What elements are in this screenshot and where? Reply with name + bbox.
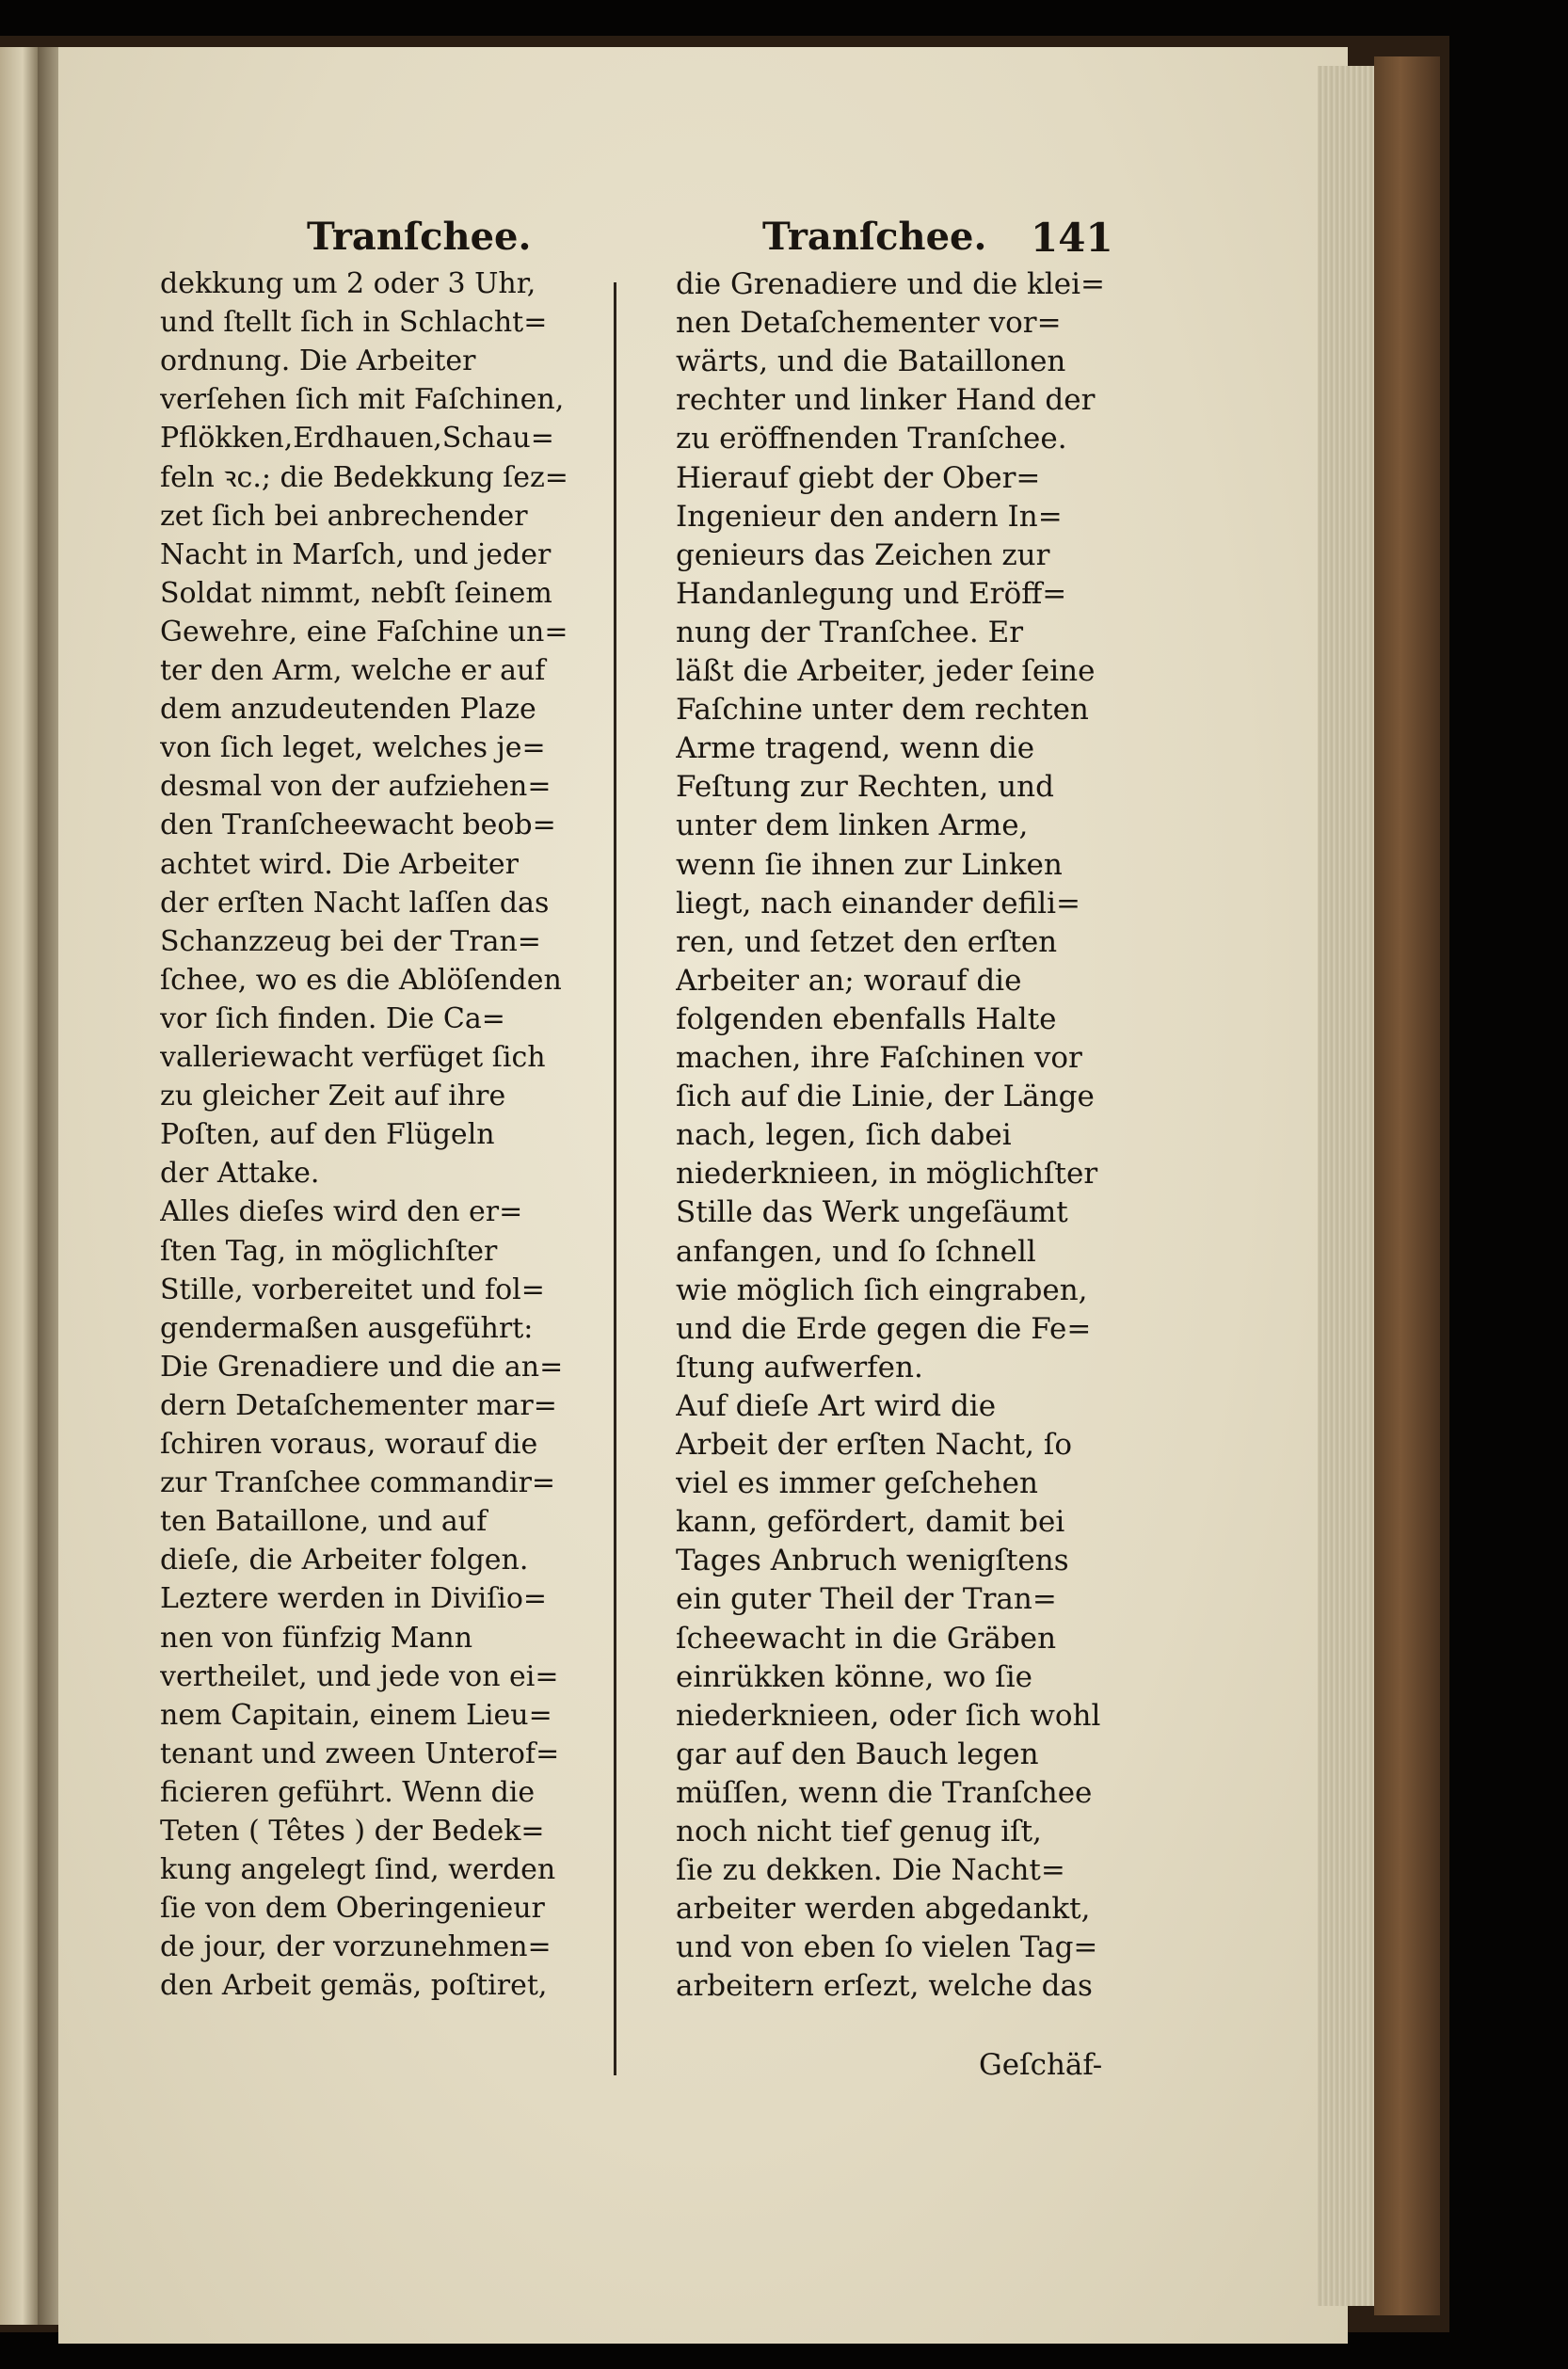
left_column-line: feln ꝛc.; die Bedekkung ſez= bbox=[160, 460, 568, 494]
right_column-line: nung der Tranſchee. Er bbox=[676, 615, 1024, 649]
left_column-line: zet ſich bei anbrechender bbox=[160, 499, 528, 533]
right_column-line: ſcheewacht in die Gräben bbox=[676, 1621, 1057, 1656]
right_column-line: Arme tragend, wenn die bbox=[676, 731, 1035, 766]
left_column-line: Nacht in Marſch, und jeder bbox=[160, 537, 552, 571]
left_column-line: der erſten Nacht laſſen das bbox=[160, 886, 550, 920]
right_column-line: machen, ihre Faſchinen vor bbox=[676, 1041, 1082, 1075]
right_column-line: liegt, nach einander defili= bbox=[676, 886, 1081, 920]
right_column-line: niederknieen, in möglichſter bbox=[676, 1157, 1098, 1192]
left_column-line: vertheilet, und jede von ei= bbox=[160, 1659, 559, 1693]
left_column-line: gendermaßen ausgeführt: bbox=[160, 1311, 534, 1345]
left_column-line: ficieren geführt. Wenn die bbox=[160, 1775, 536, 1809]
book-gutter bbox=[38, 47, 58, 2325]
right_column-line: kann, gefördert, damit bei bbox=[676, 1505, 1065, 1540]
right_column-line: gar auf den Bauch legen bbox=[676, 1737, 1039, 1771]
right_column-line: ſie zu dekken. Die Nacht= bbox=[676, 1853, 1065, 1888]
left_column-line: tenant und zween Unterof= bbox=[160, 1737, 560, 1770]
left_column-line: Leztere werden in Diviſio= bbox=[160, 1582, 548, 1616]
right_column-line: zu eröffnenden Tranſchee. bbox=[676, 422, 1067, 456]
right_column-line: einrükken könne, wo ſie bbox=[676, 1659, 1032, 1694]
right_column-line: nach, legen, ſich dabei bbox=[676, 1118, 1012, 1153]
left_column-line: vor ſich finden. Die Ca= bbox=[160, 1001, 505, 1035]
right_column-line: Ingenieur den andern In= bbox=[676, 499, 1063, 534]
right_column-line: ſtung aufwerfen. bbox=[676, 1350, 923, 1385]
right_column-line: arbeiter werden abgedankt, bbox=[676, 1892, 1091, 1927]
cover-edge bbox=[1374, 56, 1440, 2315]
left_column-line: und ſtellt ſich in Schlacht= bbox=[160, 306, 548, 340]
right_column-line: wie möglich ſich eingraben, bbox=[676, 1273, 1088, 1307]
left_column-line: ter den Arm, welche er auf bbox=[160, 654, 546, 687]
catchword: Geſchäf- bbox=[979, 2048, 1103, 2082]
right_column-line: Faſchine unter dem rechten bbox=[676, 693, 1089, 728]
right_column-line: Feſtung zur Rechten, und bbox=[676, 770, 1054, 805]
right_column-line: arbeitern erſezt, welche das bbox=[676, 1969, 1093, 2004]
right_column-line: ren, und ſetzet den erſten bbox=[676, 924, 1058, 959]
left_column-line: de jour, der vorzunehmen= bbox=[160, 1930, 552, 1964]
left_column-line: zur Tranſchee commandir= bbox=[160, 1466, 556, 1500]
right_column-line: und von eben ſo vielen Tag= bbox=[676, 1930, 1098, 1965]
right_column-line: Tages Anbruch wenigſtens bbox=[676, 1544, 1069, 1578]
left_column-line: Poſten, auf den Flügeln bbox=[160, 1118, 495, 1152]
left_column-line: Soldat nimmt, nebſt ſeinem bbox=[160, 576, 552, 610]
left-page-edge bbox=[0, 47, 38, 2325]
right_column-line: wenn ſie ihnen zur Linken bbox=[676, 847, 1063, 882]
right_column-line: viel es immer geſchehen bbox=[676, 1466, 1038, 1501]
left_column-line: dekkung um 2 oder 3 Uhr, bbox=[160, 267, 536, 300]
right_column-line: wärts, und die Bataillonen bbox=[676, 344, 1066, 379]
right_column-line: Arbeit der erſten Nacht, ſo bbox=[676, 1428, 1072, 1462]
left_column-line: zu gleicher Zeit auf ihre bbox=[160, 1080, 506, 1113]
right_column-line: die Grenadiere und die klei= bbox=[676, 267, 1105, 301]
right_column-line: Auf dieſe Art wird die bbox=[676, 1388, 997, 1423]
left_column-line: Schanzzeug bei der Tran= bbox=[160, 924, 541, 958]
right_column-line: rechter und linker Hand der bbox=[676, 383, 1096, 418]
left_column-line: den Arbeit gemäs, poſtiret, bbox=[160, 1969, 548, 2003]
left_column-line: ordnung. Die Arbeiter bbox=[160, 344, 476, 378]
right_column-line: ein guter Theil der Tran= bbox=[676, 1582, 1057, 1617]
left_column-line: Die Grenadiere und die an= bbox=[160, 1350, 564, 1384]
right_column-line: nen Detaſchementer vor= bbox=[676, 306, 1062, 341]
left_column-line: Alles dieſes wird den er= bbox=[160, 1195, 523, 1229]
right_column-line: Hierauf giebt der Ober= bbox=[676, 460, 1041, 495]
left_column-line: dem anzudeutenden Plaze bbox=[160, 693, 536, 727]
left_column-line: Gewehre, eine Faſchine un= bbox=[160, 615, 568, 648]
right_column-line: folgenden ebenfalls Halte bbox=[676, 1001, 1057, 1036]
left_column-line: kung angelegt ſind, werden bbox=[160, 1853, 556, 1887]
left_column-line: valleriewacht verfüget ſich bbox=[160, 1041, 546, 1074]
right_column-line: ſich auf die Linie, der Länge bbox=[676, 1080, 1095, 1114]
right_column-line: anfangen, und ſo ſchnell bbox=[676, 1234, 1036, 1269]
right_column-line: läßt die Arbeiter, jeder ſeine bbox=[676, 654, 1096, 688]
right_column-line: niederknieen, oder ſich wohl bbox=[676, 1698, 1101, 1733]
left_column-line: dieſe, die Arbeiter folgen. bbox=[160, 1544, 529, 1577]
right_column-line: Stille das Werk ungeſäumt bbox=[676, 1195, 1068, 1230]
left_column-line: Pflökken,Erdhauen,Schau= bbox=[160, 422, 554, 456]
left_column-line: den Tranſcheewacht beob= bbox=[160, 808, 556, 842]
right_column-line: noch nicht tief genug iſt, bbox=[676, 1815, 1042, 1849]
page-number: 141 bbox=[1031, 215, 1113, 261]
left_column-line: ſie von dem Oberingenieur bbox=[160, 1892, 545, 1926]
right_column-line: Handanlegung und Eröff= bbox=[676, 576, 1067, 611]
left_column-line: Teten ( Têtes ) der Bedek= bbox=[160, 1815, 545, 1848]
running-head-left: Tranſchee. bbox=[307, 215, 532, 259]
left_column-line: desmal von der aufziehen= bbox=[160, 770, 552, 804]
left_column-line: ſchiren voraus, worauf die bbox=[160, 1428, 538, 1461]
left_column-line: der Attake. bbox=[160, 1157, 320, 1191]
column-divider bbox=[614, 282, 616, 2075]
running-head-right: Tranſchee. bbox=[762, 215, 987, 259]
left_column-line: nem Capitain, einem Lieu= bbox=[160, 1698, 552, 1732]
left_column-line: ſten Tag, in möglichſter bbox=[160, 1234, 498, 1268]
left_column-line: achtet wird. Die Arbeiter bbox=[160, 847, 519, 881]
right_column-line: und die Erde gegen die Fe= bbox=[676, 1311, 1092, 1346]
left_column-line: nen von fünfzig Mann bbox=[160, 1621, 473, 1655]
left_column-line: dern Detaſchementer mar= bbox=[160, 1388, 557, 1422]
right_column-line: Arbeiter an; worauf die bbox=[676, 963, 1022, 998]
left_column-line: ten Bataillone, und auf bbox=[160, 1505, 488, 1539]
left_column-line: Stille, vorbereitet und fol= bbox=[160, 1273, 545, 1306]
left_column-line: von ſich leget, welches je= bbox=[160, 731, 546, 765]
page-edges bbox=[1318, 66, 1374, 2306]
left_column-line: verſehen ſich mit Faſchinen, bbox=[160, 383, 565, 417]
right_column-line: genieurs das Zeichen zur bbox=[676, 537, 1050, 572]
right_column-line: müſſen, wenn die Tranſchee bbox=[676, 1775, 1093, 1810]
right_column-line: unter dem linken Arme, bbox=[676, 808, 1029, 843]
left_column-line: ſchee, wo es die Ablöſenden bbox=[160, 963, 562, 997]
